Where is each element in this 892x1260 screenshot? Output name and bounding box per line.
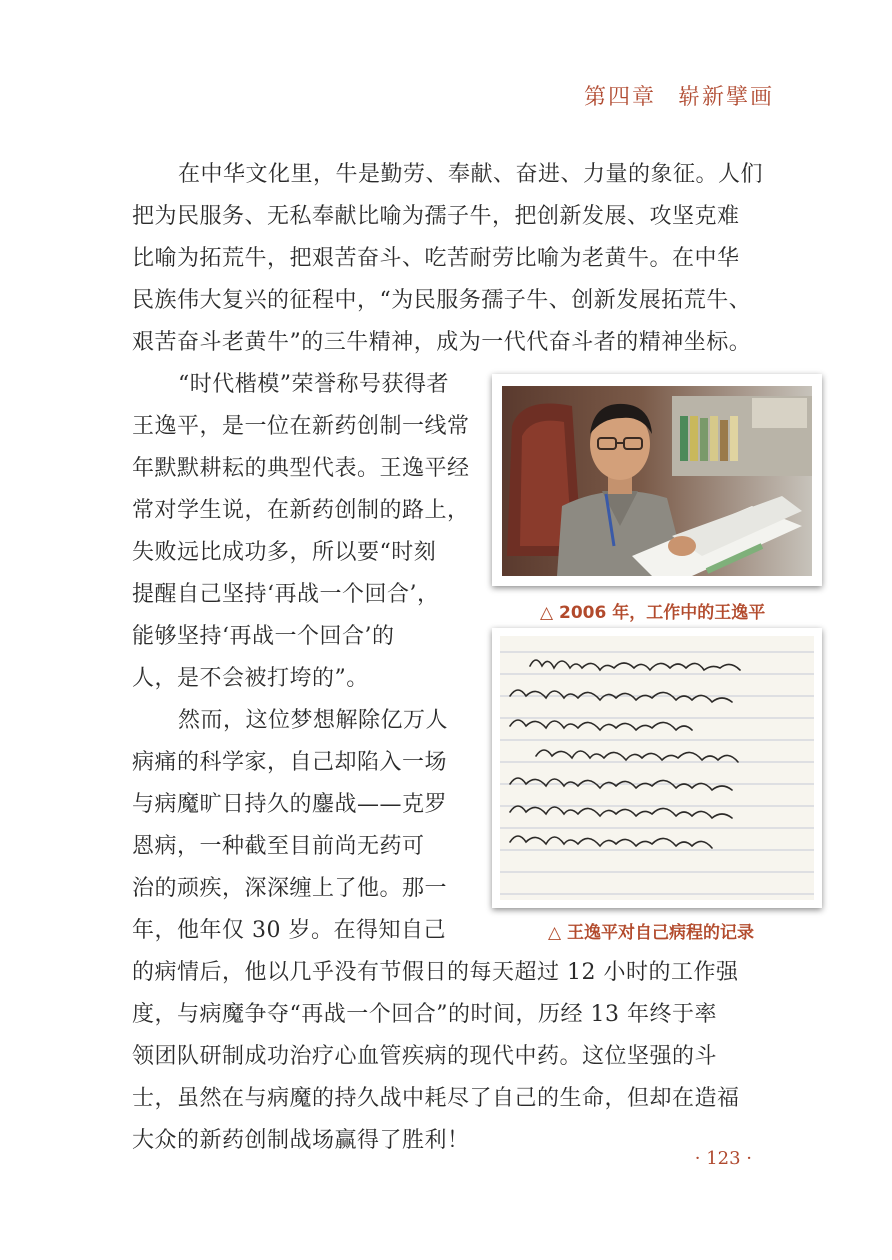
text-line: 艰苦奋斗老黄牛”的三牛精神，成为一代代奋斗者的精神坐标。 — [132, 330, 752, 355]
paragraph-2 — [132, 364, 477, 700]
office-photo-illustration — [502, 386, 812, 576]
chapter-title: 崭新擘画 — [677, 85, 774, 110]
text-line: 治的顽疾，深深缠上了他。那一 — [132, 876, 448, 901]
notes-caption: △ 王逸平对自己病程的记录 — [548, 923, 754, 943]
text-line: 能够坚持‘再战一个回合’的 — [132, 624, 395, 649]
photo-caption: △ 2006 年，工作中的王逸平 — [540, 603, 766, 623]
text-line: 失败远比成功多，所以要“时刻 — [132, 540, 437, 565]
text-line: 人，是不会被打垮的”。 — [132, 666, 369, 691]
text-line: 大众的新药创制战场赢得了胜利！ — [132, 1128, 470, 1153]
text-line: 与病魔旷日持久的鏖战——克罗 — [132, 792, 448, 817]
chapter-label: 第四章 — [583, 85, 656, 110]
handwritten-notes-image — [492, 628, 822, 908]
text-line: 然而，这位梦想解除亿万人 — [178, 708, 449, 733]
text-line: 在中华文化里，牛是勤劳、奉献、奋进、力量的象征。人们 — [178, 162, 764, 187]
paragraph-3-wide — [132, 952, 772, 1162]
text-line: 王逸平，是一位在新药创制一线常 — [132, 414, 470, 439]
paragraph-3-narrow — [132, 700, 477, 952]
text-line: 病痛的科学家，自己却陷入一场 — [132, 750, 448, 775]
text-line: 恩病，一种截至目前尚无药可 — [132, 834, 425, 859]
text-line: 常对学生说，在新药创制的路上， — [132, 498, 470, 523]
running-header — [584, 80, 774, 111]
photo-wang-yiping-at-work — [492, 374, 822, 586]
text-line: 领团队研制成功治疗心血管疾病的现代中药。这位坚强的斗 — [132, 1044, 718, 1069]
text-line: 提醒自己坚持‘再战一个回合’， — [132, 582, 440, 607]
text-line: 年默默耕耘的典型代表。王逸平经 — [132, 456, 470, 481]
text-line: 士，虽然在与病魔的持久战中耗尽了自己的生命，但却在造福 — [132, 1086, 740, 1111]
text-line: 年，他年仅 30 岁。在得知自己 — [132, 918, 446, 943]
text-line: 把为民服务、无私奉献比喻为孺子牛，把创新发展、攻坚克难 — [132, 204, 740, 229]
text-line: 比喻为拓荒牛，把艰苦奋斗、吃苦耐劳比喻为老黄牛。在中华 — [132, 246, 740, 271]
page-number: · 123 · — [694, 1148, 752, 1169]
text-line: 民族伟大复兴的征程中，“为民服务孺子牛、创新发展拓荒牛、 — [132, 288, 752, 313]
text-line: 的病情后，他以几乎没有节假日的每天超过 12 小时的工作强 — [132, 960, 739, 985]
text-line: “时代楷模”荣誉称号获得者 — [178, 372, 449, 397]
text-line: 度，与病魔争夺“再战一个回合”的时间，历经 13 年终于率 — [132, 1002, 717, 1027]
lined-notebook-illustration — [500, 636, 814, 900]
paragraph-1 — [132, 154, 768, 364]
